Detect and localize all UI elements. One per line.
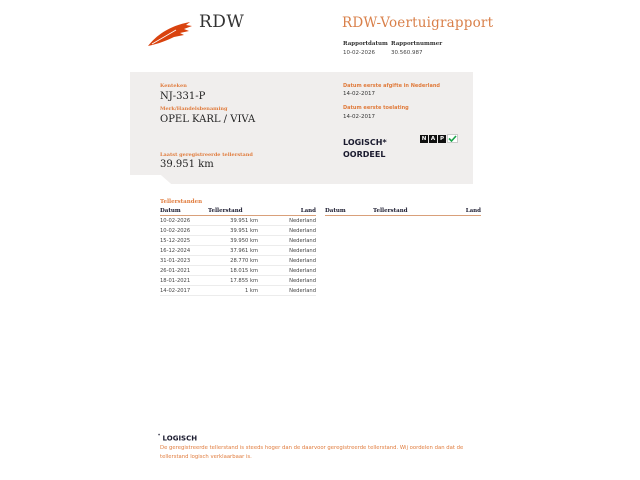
row-reading: 18.015 km: [230, 268, 258, 274]
first-nl-value: 14-02-2017: [343, 91, 375, 97]
first-admission-label: Datum eerste toelating: [343, 105, 409, 111]
row-country: Nederland: [289, 258, 316, 264]
report-title: RDW-Voertuigrapport: [342, 15, 494, 31]
row-country: Nederland: [289, 268, 316, 274]
row-date: 18-01-2021: [160, 278, 191, 284]
report-date-label: Rapportdatum: [343, 41, 388, 47]
row-reading: 39.950 km: [230, 238, 258, 244]
table-row: [160, 246, 316, 256]
row-date: 14-02-2017: [160, 288, 191, 294]
table-row: [160, 276, 316, 286]
report-number-label: Rapportnummer: [391, 41, 443, 47]
row-country: Nederland: [289, 218, 316, 224]
col-country: Land: [465, 208, 481, 214]
odometer-table-right: [325, 208, 481, 216]
check-icon: [447, 134, 458, 143]
rdw-feather-logo-icon: [146, 18, 194, 48]
row-country: Nederland: [289, 288, 316, 294]
nap-letter-a: A: [430, 135, 436, 142]
report-date-block: [343, 41, 388, 56]
row-date: 10-02-2026: [160, 228, 191, 234]
table-header: [325, 208, 481, 216]
report-number-block: [391, 41, 442, 56]
odometer-table-left: [160, 208, 316, 296]
last-odometer-value: 39.951 km: [160, 159, 214, 170]
make-label: Merk/Handelsbenaming: [160, 106, 228, 112]
row-date: 15-12-2025: [160, 238, 191, 244]
row-reading: 39.951 km: [230, 228, 258, 234]
nap-badge: [420, 133, 458, 144]
brand-name: RDW: [199, 12, 245, 32]
make-value: OPEL KARL / VIVA: [160, 114, 256, 125]
verdict-line-2: OORDEEL: [343, 150, 386, 159]
col-date: Datum: [325, 208, 346, 214]
verdict-line-1: LOGISCH*: [343, 138, 387, 147]
row-reading: 28.770 km: [230, 258, 258, 264]
col-reading: Tellerstand: [208, 208, 243, 214]
table-row: [160, 216, 316, 226]
row-reading: 1 km: [244, 288, 258, 294]
col-date: Datum: [160, 208, 181, 214]
table-row: [160, 236, 316, 246]
row-country: Nederland: [289, 238, 316, 244]
first-nl-label: Datum eerste afgifte in Nederland: [343, 83, 440, 89]
table-row: [160, 266, 316, 276]
table-row: [160, 226, 316, 236]
plate-value: NJ-331-P: [160, 91, 206, 102]
row-country: Nederland: [289, 278, 316, 284]
row-date: 10-02-2026: [160, 218, 191, 224]
report-number-value: 30.560.987: [391, 50, 423, 56]
table-row: [160, 286, 316, 296]
row-reading: 37.961 km: [230, 248, 258, 254]
table-row: [160, 256, 316, 266]
plate-label: Kenteken: [160, 83, 187, 89]
footnote-title: [158, 433, 197, 442]
footnote-marker: *: [158, 433, 161, 438]
nap-letter-n: N: [421, 135, 427, 142]
last-odometer-label: Laatst geregistreerde tellerstand: [160, 152, 253, 158]
odometer-section-title: Tellerstanden: [160, 199, 203, 205]
row-country: Nederland: [289, 228, 316, 234]
nap-letter-p: P: [439, 135, 445, 142]
col-reading: Tellerstand: [373, 208, 408, 214]
row-reading: 17.855 km: [230, 278, 258, 284]
table-header: [160, 208, 316, 216]
report-date-value: 10-02-2026: [343, 50, 375, 56]
footnote-title-text: LOGISCH: [162, 434, 198, 443]
row-date: 26-01-2021: [160, 268, 191, 274]
row-country: Nederland: [289, 248, 316, 254]
col-country: Land: [300, 208, 316, 214]
first-admission-value: 14-02-2017: [343, 114, 375, 120]
row-reading: 39.951 km: [230, 218, 258, 224]
footnote-text: De geregistreerde tellerstand is steeds hoger dan de daarvoor geregistreerde tellerstand. Wij oordelen dan dat de tellerstand logisch verklaarbaar is.: [160, 445, 464, 460]
verdict: [343, 137, 387, 161]
row-date: 16-12-2024: [160, 248, 191, 254]
row-date: 31-01-2023: [160, 258, 191, 264]
